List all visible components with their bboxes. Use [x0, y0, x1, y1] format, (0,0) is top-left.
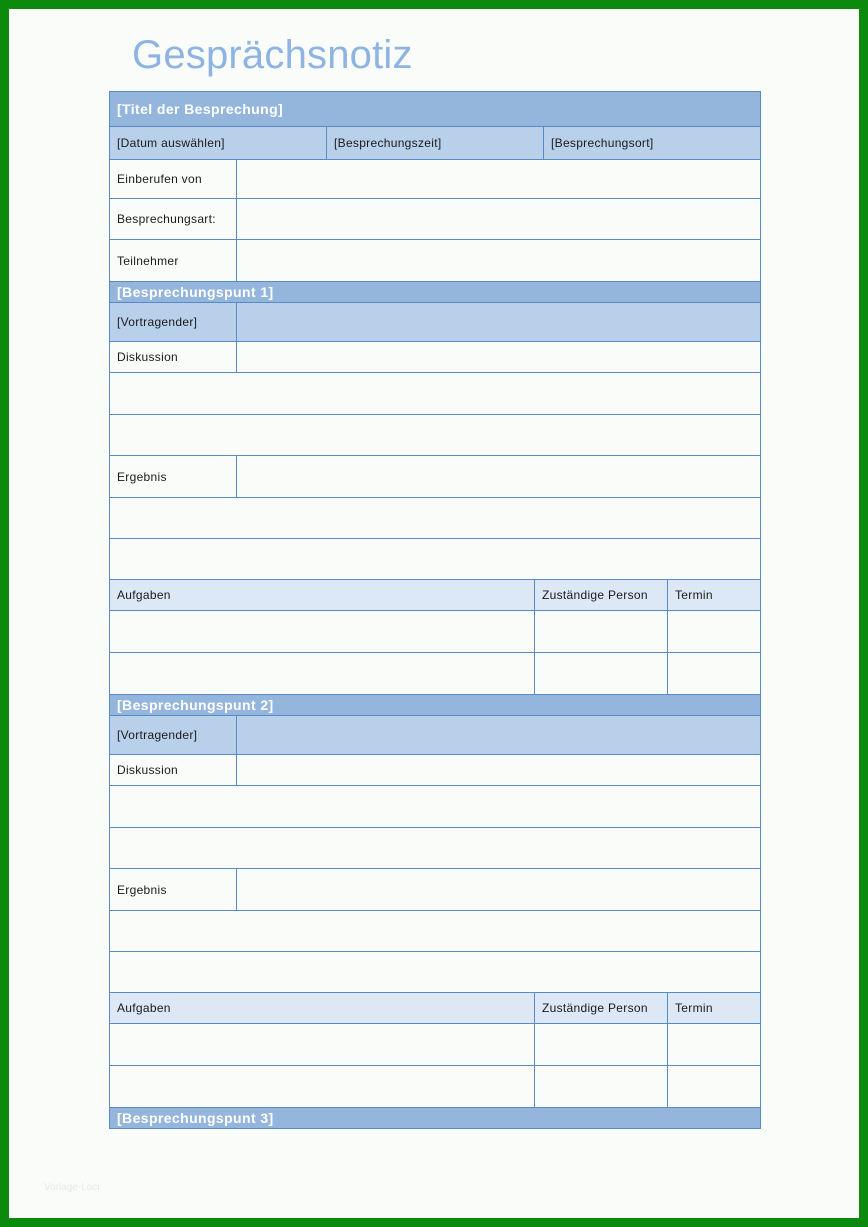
section-1-presenter-row	[110, 303, 760, 342]
section-2-discussion-field[interactable]	[237, 755, 760, 785]
section-2-tasks-header	[110, 993, 760, 1024]
meeting-type-label: Besprechungsart:	[110, 199, 237, 239]
section-2-result-line	[110, 911, 760, 952]
section-2-person-label: Zuständige Person	[535, 993, 668, 1023]
section-2-presenter[interactable]: [Vortragender]	[110, 716, 237, 754]
section-2-task-1-deadline[interactable]	[668, 1024, 760, 1065]
participants-label: Teilnehmer	[110, 240, 237, 281]
section-2-result-label: Ergebnis	[110, 869, 237, 910]
section-1-task-2-person[interactable]	[535, 653, 668, 694]
section-1-result-row	[110, 456, 760, 498]
section-1-result-line	[110, 498, 760, 539]
section-1-result-line-1[interactable]	[110, 498, 760, 538]
section-1-result-label: Ergebnis	[110, 456, 237, 497]
section-1-result-field[interactable]	[237, 456, 760, 497]
section-2-result-line-1[interactable]	[110, 911, 760, 951]
watermark: Vorlage-Loci	[44, 1182, 100, 1193]
section-2-presenter-field[interactable]	[237, 716, 760, 754]
section-2-result-row	[110, 869, 760, 911]
section-2-task-2-deadline[interactable]	[668, 1066, 760, 1107]
section-2-result-line	[110, 952, 760, 993]
section-1-discussion-line	[110, 373, 760, 415]
participants-field[interactable]	[237, 240, 760, 281]
section-2-task-1-person[interactable]	[535, 1024, 668, 1065]
section-2-header	[110, 695, 760, 716]
called-by-field[interactable]	[237, 160, 760, 198]
section-1-title[interactable]: [Besprechungspunt 1]	[117, 284, 274, 300]
section-1-task-row	[110, 653, 760, 695]
section-3-title[interactable]: [Besprechungspunt 3]	[117, 1110, 274, 1126]
section-1-task-1-person[interactable]	[535, 611, 668, 652]
section-1-discussion-label: Diskussion	[110, 342, 237, 372]
meeting-meta-row	[110, 127, 760, 160]
section-1-task-1[interactable]	[110, 611, 535, 652]
section-2-discussion-line	[110, 786, 760, 828]
section-1-discussion-line-1[interactable]	[110, 373, 760, 414]
section-2-discussion-line-1[interactable]	[110, 786, 760, 827]
meeting-type-row	[110, 199, 760, 240]
section-2-discussion-line	[110, 828, 760, 869]
section-1-discussion-line	[110, 415, 760, 456]
date-picker[interactable]: [Datum auswählen]	[110, 127, 327, 159]
meeting-notes-form	[109, 91, 761, 1129]
section-2-task-1[interactable]	[110, 1024, 535, 1065]
section-1-discussion-line-2[interactable]	[110, 415, 760, 455]
called-by-label: Einberufen von	[110, 160, 237, 198]
meeting-location-field[interactable]: [Besprechungsort]	[551, 136, 654, 150]
section-2-task-2-person[interactable]	[535, 1066, 668, 1107]
section-2-discussion-label: Diskussion	[110, 755, 237, 785]
section-1-tasks-header	[110, 580, 760, 611]
section-1-tasks-label: Aufgaben	[110, 580, 535, 610]
section-1-task-2[interactable]	[110, 653, 535, 694]
section-1-task-row	[110, 611, 760, 653]
meeting-time-field[interactable]: [Besprechungszeit]	[327, 127, 544, 159]
called-by-row	[110, 160, 760, 199]
section-2-tasks-label: Aufgaben	[110, 993, 535, 1023]
meeting-title-row	[110, 92, 760, 127]
meeting-type-field[interactable]	[237, 199, 760, 239]
page-title: Gesprächsnotiz	[132, 33, 413, 77]
section-1-task-2-deadline[interactable]	[668, 653, 760, 694]
section-2-title[interactable]: [Besprechungspunt 2]	[117, 697, 274, 713]
section-1-deadline-label: Termin	[675, 588, 713, 602]
section-2-result-line-2[interactable]	[110, 952, 760, 992]
section-2-discussion-line-2[interactable]	[110, 828, 760, 868]
section-2-result-field[interactable]	[237, 869, 760, 910]
section-1-result-line-2[interactable]	[110, 539, 760, 579]
participants-row	[110, 240, 760, 282]
meeting-title[interactable]: [Titel der Besprechung]	[117, 101, 284, 117]
section-1-result-line	[110, 539, 760, 580]
section-1-discussion-field[interactable]	[237, 342, 760, 372]
section-1-header	[110, 282, 760, 303]
section-2-presenter-row	[110, 716, 760, 755]
section-3-header	[110, 1108, 760, 1128]
section-1-presenter[interactable]: [Vortragender]	[110, 303, 237, 341]
section-2-discussion-row	[110, 755, 760, 786]
section-2-deadline-label: Termin	[675, 1001, 713, 1015]
section-1-discussion-row	[110, 342, 760, 373]
section-2-task-2[interactable]	[110, 1066, 535, 1107]
section-1-task-1-deadline[interactable]	[668, 611, 760, 652]
section-1-presenter-field[interactable]	[237, 303, 760, 341]
section-2-task-row	[110, 1024, 760, 1066]
section-2-task-row	[110, 1066, 760, 1108]
section-1-person-label: Zuständige Person	[535, 580, 668, 610]
